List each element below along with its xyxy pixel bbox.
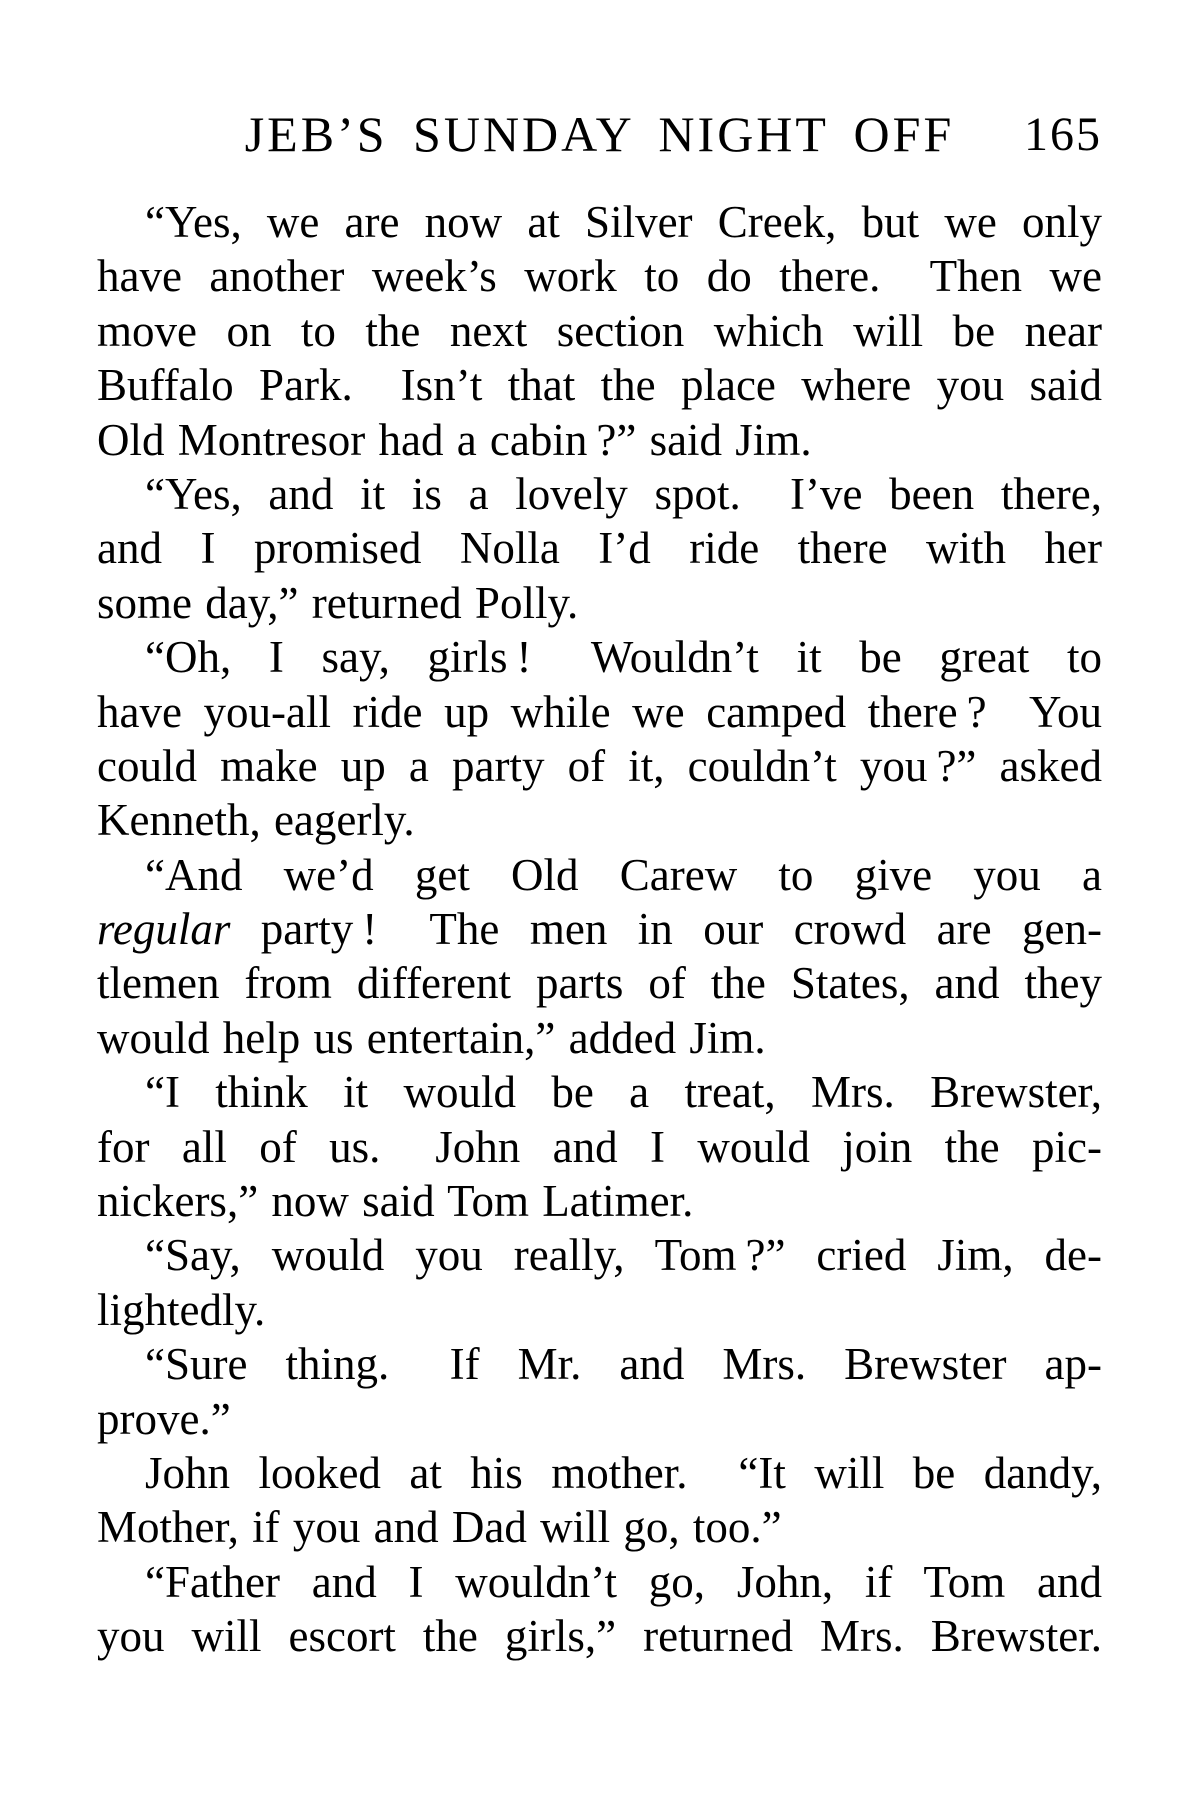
body-text — [97, 195, 1102, 1664]
text-line: could make up a party of it, couldn’t you ?” asked — [97, 740, 1102, 791]
text-line: some day,” returned Polly. — [97, 577, 579, 628]
text-line: for all of us. John and I would join the pic- — [97, 1121, 1102, 1172]
text-line: move on to the next section which will be near — [97, 305, 1102, 356]
text-line: “Father and I wouldn’t go, John, if Tom and — [145, 1556, 1102, 1607]
text-line: nickers,” now said Tom Latimer. — [97, 1176, 694, 1227]
text-line: “Oh, I say, girls ! Wouldn’t it be great to — [145, 632, 1102, 683]
text-line: “Yes, we are now at Silver Creek, but we only — [145, 197, 1102, 247]
text-line: “Sure thing. If Mr. and Mrs. Brewster ap- — [145, 1339, 1102, 1390]
italic-word: regular — [97, 904, 231, 955]
text-line: and I promised Nolla I’d ride there with her — [97, 523, 1102, 574]
text-line: “Yes, and it is a lovely spot. I’ve been there, — [145, 468, 1102, 519]
text-line: Buffalo Park. Isn’t that the place where you said — [97, 360, 1102, 411]
text-line: have you-all ride up while we camped there ? You — [97, 686, 1102, 737]
text-line: Kenneth, eagerly. — [97, 795, 415, 846]
text-line: have another week’s work to do there. Then we — [97, 251, 1102, 302]
text-line: “I think it would be a treat, Mrs. Brewster, — [145, 1067, 1102, 1118]
text-line: “Say, would you really, Tom ?” cried Jim, de- — [145, 1230, 1102, 1281]
chapter-title: JEB’S SUNDAY NIGHT OFF — [244, 106, 955, 162]
text-line: lightedly. — [97, 1284, 266, 1335]
page-number: 165 — [1024, 108, 1102, 161]
text-line: you will escort the girls,” returned Mrs. Brewster. — [97, 1611, 1102, 1662]
text-line: “And we’d get Old Carew to give you a — [145, 849, 1102, 900]
text-segment: party ! The men in our crowd are gen- — [230, 904, 1102, 955]
text-line: Mother, if you and Dad will go, too.” — [97, 1502, 782, 1553]
text-line: prove.” — [97, 1393, 231, 1444]
text-line: tlemen from different parts of the States, and they — [97, 958, 1102, 1009]
text-line: would help us entertain,” added Jim. — [97, 1012, 766, 1063]
running-head — [97, 106, 1102, 162]
text-line: John looked at his mother. “It will be dandy, — [145, 1447, 1102, 1498]
text-line: Old Montresor had a cabin ?” said Jim. — [97, 414, 812, 465]
text-line — [97, 902, 1102, 956]
